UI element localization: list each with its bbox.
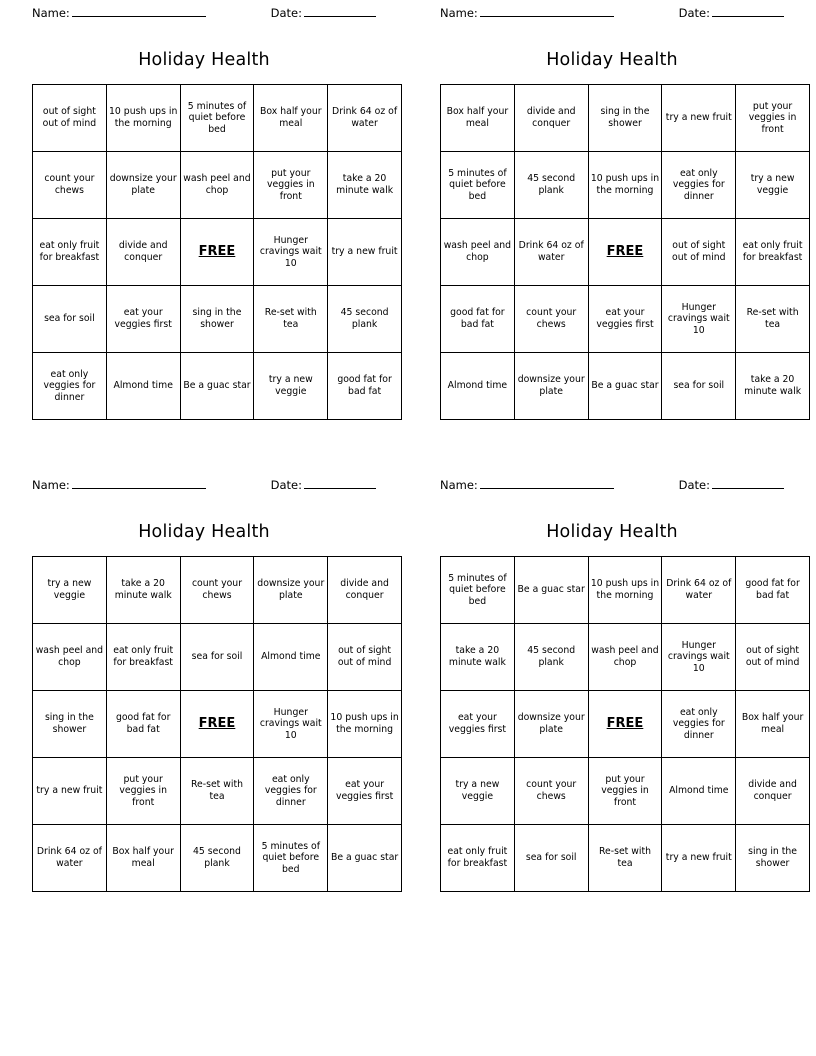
free-label: FREE: [606, 243, 644, 259]
table-row: [33, 85, 402, 152]
table-row: [441, 353, 810, 420]
cell[interactable]: Hunger cravings wait 10: [254, 219, 328, 286]
cell[interactable]: 45 second plank: [180, 825, 254, 892]
cell[interactable]: Re-set with tea: [254, 286, 328, 353]
cell[interactable]: good fat for bad fat: [736, 557, 810, 624]
cell[interactable]: Drink 64 oz of water: [328, 85, 402, 152]
cell[interactable]: wash peel and chop: [33, 624, 107, 691]
name-blank-line[interactable]: [72, 477, 206, 489]
cell[interactable]: out of sight out of mind: [736, 624, 810, 691]
table-row: [441, 219, 810, 286]
cell[interactable]: sing in the shower: [736, 825, 810, 892]
cell[interactable]: Box half your meal: [441, 85, 515, 152]
name-label: Name:: [440, 6, 478, 20]
cell[interactable]: count your chews: [180, 557, 254, 624]
cell[interactable]: put your veggies in front: [106, 758, 180, 825]
cell[interactable]: Drink 64 oz of water: [514, 219, 588, 286]
cell[interactable]: eat your veggies first: [328, 758, 402, 825]
cell[interactable]: 45 second plank: [328, 286, 402, 353]
cell[interactable]: sea for soil: [662, 353, 736, 420]
cell[interactable]: out of sight out of mind: [328, 624, 402, 691]
free-cell[interactable]: [588, 691, 662, 758]
cell[interactable]: eat your veggies first: [588, 286, 662, 353]
cell[interactable]: Hunger cravings wait 10: [662, 286, 736, 353]
bingo-card-4: [408, 472, 816, 944]
cell[interactable]: eat your veggies first: [106, 286, 180, 353]
table-row: [33, 353, 402, 420]
cell[interactable]: take a 20 minute walk: [736, 353, 810, 420]
cell[interactable]: Be a guac star: [514, 557, 588, 624]
cell[interactable]: try a new veggie: [254, 353, 328, 420]
cell[interactable]: put your veggies in front: [736, 85, 810, 152]
table-row: [441, 557, 810, 624]
cell[interactable]: 10 push ups in the morning: [588, 152, 662, 219]
cell[interactable]: eat only veggies for dinner: [33, 353, 107, 420]
name-blank-line[interactable]: [480, 5, 614, 17]
name-blank-line[interactable]: [72, 5, 206, 17]
date-label: Date:: [270, 478, 302, 492]
table-row: [441, 758, 810, 825]
date-blank-line[interactable]: [712, 5, 784, 17]
cell[interactable]: try a new veggie: [441, 758, 515, 825]
cell[interactable]: Almond time: [441, 353, 515, 420]
cell[interactable]: try a new fruit: [662, 85, 736, 152]
bingo-grid-1: [32, 84, 402, 420]
cell[interactable]: divide and conquer: [106, 219, 180, 286]
cell[interactable]: try a new veggie: [736, 152, 810, 219]
cell[interactable]: Re-set with tea: [588, 825, 662, 892]
name-label: Name:: [440, 478, 478, 492]
table-row: [441, 85, 810, 152]
table-row: [33, 152, 402, 219]
cell[interactable]: try a new fruit: [33, 758, 107, 825]
date-blank-line[interactable]: [304, 5, 376, 17]
cell[interactable]: good fat for bad fat: [441, 286, 515, 353]
cell[interactable]: put your veggies in front: [254, 152, 328, 219]
cell[interactable]: 10 push ups in the morning: [106, 85, 180, 152]
cell[interactable]: put your veggies in front: [588, 758, 662, 825]
cell[interactable]: Re-set with tea: [180, 758, 254, 825]
table-row: [33, 624, 402, 691]
cell[interactable]: divide and conquer: [514, 85, 588, 152]
name-field-1: [32, 5, 206, 20]
cell[interactable]: 5 minutes of quiet before bed: [254, 825, 328, 892]
bingo-card-1: [0, 0, 408, 472]
bingo-card-2: [408, 0, 816, 472]
cell[interactable]: Almond time: [254, 624, 328, 691]
cell[interactable]: 10 push ups in the morning: [588, 557, 662, 624]
cell[interactable]: out of sight out of mind: [33, 85, 107, 152]
cell[interactable]: sea for soil: [514, 825, 588, 892]
card-1-meta: [32, 0, 376, 20]
card-4-title: Holiday Health: [546, 522, 678, 542]
cell[interactable]: good fat for bad fat: [328, 353, 402, 420]
cell[interactable]: good fat for bad fat: [106, 691, 180, 758]
cell[interactable]: eat only fruit for breakfast: [736, 219, 810, 286]
table-row: [33, 557, 402, 624]
date-field-3: [271, 477, 376, 492]
cell[interactable]: sing in the shower: [33, 691, 107, 758]
date-field-4: [679, 477, 784, 492]
cell[interactable]: 5 minutes of quiet before bed: [441, 152, 515, 219]
cell[interactable]: Almond time: [106, 353, 180, 420]
free-label: FREE: [606, 715, 644, 731]
free-cell[interactable]: [180, 219, 254, 286]
cell[interactable]: downsize your plate: [254, 557, 328, 624]
card-3-title: Holiday Health: [138, 522, 270, 542]
cell[interactable]: take a 20 minute walk: [106, 557, 180, 624]
free-label: FREE: [198, 715, 236, 731]
cell[interactable]: wash peel and chop: [588, 624, 662, 691]
cell[interactable]: Drink 64 oz of water: [662, 557, 736, 624]
name-field-4: [440, 477, 614, 492]
table-row: [33, 219, 402, 286]
date-field-2: [679, 5, 784, 20]
cell[interactable]: Be a guac star: [180, 353, 254, 420]
cell[interactable]: Hunger cravings wait 10: [254, 691, 328, 758]
cell[interactable]: 5 minutes of quiet before bed: [180, 85, 254, 152]
cell[interactable]: sea for soil: [33, 286, 107, 353]
cell[interactable]: Hunger cravings wait 10: [662, 624, 736, 691]
cell[interactable]: try a new fruit: [328, 219, 402, 286]
date-blank-line[interactable]: [304, 477, 376, 489]
date-label: Date:: [678, 478, 710, 492]
date-label: Date:: [270, 6, 302, 20]
cell[interactable]: divide and conquer: [736, 758, 810, 825]
cell[interactable]: divide and conquer: [328, 557, 402, 624]
cell[interactable]: Be a guac star: [328, 825, 402, 892]
cell[interactable]: 5 minutes of quiet before bed: [441, 557, 515, 624]
table-row: [33, 286, 402, 353]
name-field-2: [440, 5, 614, 20]
cell[interactable]: eat only fruit for breakfast: [33, 219, 107, 286]
cell[interactable]: sea for soil: [180, 624, 254, 691]
cell[interactable]: 10 push ups in the morning: [328, 691, 402, 758]
card-3-meta: [32, 472, 376, 492]
cell[interactable]: Re-set with tea: [736, 286, 810, 353]
date-blank-line[interactable]: [712, 477, 784, 489]
cell[interactable]: take a 20 minute walk: [441, 624, 515, 691]
name-label: Name:: [32, 478, 70, 492]
table-row: [441, 286, 810, 353]
table-row: [441, 825, 810, 892]
cell[interactable]: downsize your plate: [514, 691, 588, 758]
cell[interactable]: Almond time: [662, 758, 736, 825]
table-row: [33, 691, 402, 758]
bingo-grid-3: [32, 556, 402, 892]
cell[interactable]: sing in the shower: [588, 85, 662, 152]
cell[interactable]: eat your veggies first: [441, 691, 515, 758]
cell[interactable]: 45 second plank: [514, 152, 588, 219]
name-field-3: [32, 477, 206, 492]
date-field-1: [271, 5, 376, 20]
cell[interactable]: try a new veggie: [33, 557, 107, 624]
cell[interactable]: downsize your plate: [514, 353, 588, 420]
table-row: [441, 624, 810, 691]
cell[interactable]: eat only fruit for breakfast: [441, 825, 515, 892]
cell[interactable]: sing in the shower: [180, 286, 254, 353]
cell[interactable]: Box half your meal: [736, 691, 810, 758]
cell[interactable]: wash peel and chop: [180, 152, 254, 219]
table-row: [441, 691, 810, 758]
name-label: Name:: [32, 6, 70, 20]
bingo-card-3: [0, 472, 408, 944]
card-2-meta: [440, 0, 784, 20]
cell[interactable]: downsize your plate: [106, 152, 180, 219]
free-cell[interactable]: [180, 691, 254, 758]
table-row: [33, 825, 402, 892]
cell[interactable]: count your chews: [514, 758, 588, 825]
cell[interactable]: wash peel and chop: [441, 219, 515, 286]
cell[interactable]: count your chews: [514, 286, 588, 353]
cell[interactable]: eat only fruit for breakfast: [106, 624, 180, 691]
cell[interactable]: eat only veggies for dinner: [662, 691, 736, 758]
card-2-title: Holiday Health: [546, 50, 678, 70]
table-row: [33, 758, 402, 825]
cell[interactable]: count your chews: [33, 152, 107, 219]
cell[interactable]: Be a guac star: [588, 353, 662, 420]
free-cell[interactable]: [588, 219, 662, 286]
free-label: FREE: [198, 243, 236, 259]
card-1-title: Holiday Health: [138, 50, 270, 70]
cell[interactable]: out of sight out of mind: [662, 219, 736, 286]
name-blank-line[interactable]: [480, 477, 614, 489]
cell[interactable]: Box half your meal: [106, 825, 180, 892]
cell[interactable]: 45 second plank: [514, 624, 588, 691]
cell[interactable]: try a new fruit: [662, 825, 736, 892]
cell[interactable]: eat only veggies for dinner: [254, 758, 328, 825]
bingo-grid-4: [440, 556, 810, 892]
cell[interactable]: Box half your meal: [254, 85, 328, 152]
bingo-grid-2: [440, 84, 810, 420]
cell[interactable]: Drink 64 oz of water: [33, 825, 107, 892]
cell[interactable]: eat only veggies for dinner: [662, 152, 736, 219]
card-4-meta: [440, 472, 784, 492]
cell[interactable]: take a 20 minute walk: [328, 152, 402, 219]
date-label: Date:: [678, 6, 710, 20]
table-row: [441, 152, 810, 219]
